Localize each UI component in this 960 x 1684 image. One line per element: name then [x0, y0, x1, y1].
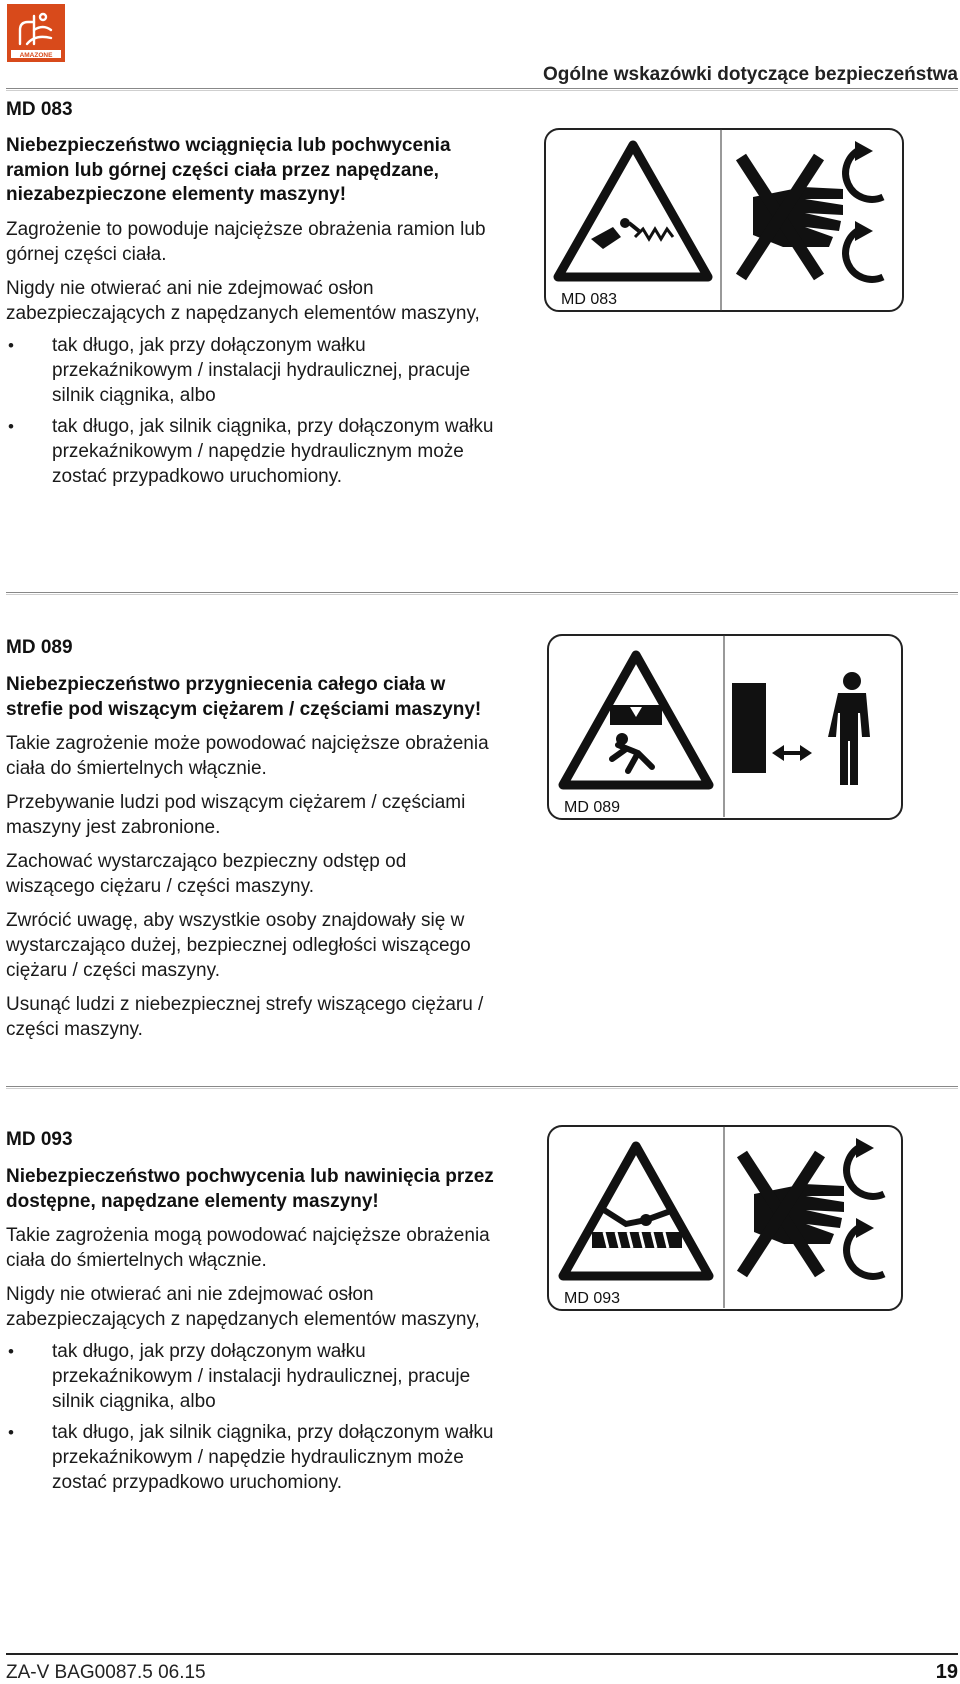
- paragraph: Zachować wystarczająco bezpieczny odstęp od wiszącego ciężaru / części maszyny.: [6, 851, 407, 897]
- paragraph: Usunąć ludzi z niebezpiecznej strefy wiszącego ciężaru / części maszyny.: [6, 994, 484, 1040]
- svg-text:AMAZONE: AMAZONE: [19, 52, 53, 59]
- paragraph: Nigdy nie otwierać ani nie zdejmować osłon zabezpieczających z napędzanych elementów maszyny,: [6, 1284, 480, 1330]
- section-code: MD 089: [6, 637, 73, 658]
- paragraph: Takie zagrożenia mogą powodować najcięższe obrażenia ciała do śmiertelnych włącznie.: [6, 1225, 490, 1271]
- section-code: MD 093: [6, 1129, 73, 1150]
- footer-divider: [6, 1653, 958, 1655]
- list-item: • tak długo, jak przy dołączonym wałku przekaźnikowym / instalacji hydraulicznej, pracuje silnik ciągnika, albo: [6, 333, 496, 408]
- paragraph: Zwrócić uwagę, aby wszystkie osoby znajdowały się w wystarczająco dużej, bezpiecznej odległości wiszącego ciężaru / części maszyny.: [6, 910, 471, 981]
- footer-doc-ref: ZA-V BAG0087.5 06.15: [6, 1662, 206, 1683]
- section-code: MD 083: [6, 99, 73, 120]
- sign-label: MD 083: [557, 291, 621, 309]
- warning-heading: Niebezpieczeństwo wciągnięcia lub pochwycenia ramion lub górnej części ciała przez napędzane, niezabezpieczone elementy maszyny!: [6, 135, 451, 205]
- page-number: 19: [935, 1661, 958, 1683]
- paragraph: Przebywanie ludzi pod wiszącym ciężarem / częściami maszyny jest zabronione.: [6, 792, 466, 838]
- safety-sign-md-093: [546, 1124, 904, 1312]
- paragraph: Zagrożenie to powoduje najcięższe obrażenia ramion lub górnej części ciała.: [6, 218, 486, 265]
- page-header-title: Ogólne wskazówki dotyczące bezpieczeństwa: [543, 64, 958, 85]
- bullet-list: [6, 1339, 496, 1495]
- sign-label: MD 089: [560, 799, 624, 817]
- list-item: • tak długo, jak silnik ciągnika, przy dołączonym wałku przekaźnikowym / napędzie hydraulicznym może zostać przypadkowo uruchomiony.: [6, 414, 496, 489]
- paragraph: Takie zagrożenie może powodować najcięższe obrażenia ciała do śmiertelnych włącznie.: [6, 733, 489, 779]
- sign-label: MD 093: [560, 1290, 624, 1308]
- section-md-089: [6, 636, 496, 1042]
- paragraph: Nigdy nie otwierać ani nie zdejmować osłon zabezpieczających z napędzanych elementów maszyny,: [6, 277, 480, 324]
- section-divider: [6, 592, 958, 593]
- header-divider: [6, 88, 958, 89]
- safety-sign-md-083: [543, 127, 905, 313]
- section-md-083: [6, 98, 496, 489]
- list-item: • tak długo, jak przy dołączonym wałku przekaźnikowym / instalacji hydraulicznej, pracuje silnik ciągnika, albo: [6, 1339, 496, 1414]
- amazone-logo: [7, 4, 65, 62]
- bullet-list: [6, 333, 496, 489]
- section-divider: [6, 1086, 958, 1087]
- warning-heading: Niebezpieczeństwo przygniecenia całego ciała w strefie pod wiszącym ciężarem / częściami maszyny!: [6, 674, 482, 720]
- warning-heading: Niebezpieczeństwo pochwycenia lub nawinięcia przez dostępne, napędzane elementy maszyny!: [6, 1166, 494, 1212]
- section-md-093: [6, 1128, 496, 1495]
- list-item: • tak długo, jak silnik ciągnika, przy dołączonym wałku przekaźnikowym / napędzie hydraulicznym może zostać przypadkowo uruchomiony.: [6, 1420, 496, 1495]
- safety-sign-md-089: [546, 633, 904, 821]
